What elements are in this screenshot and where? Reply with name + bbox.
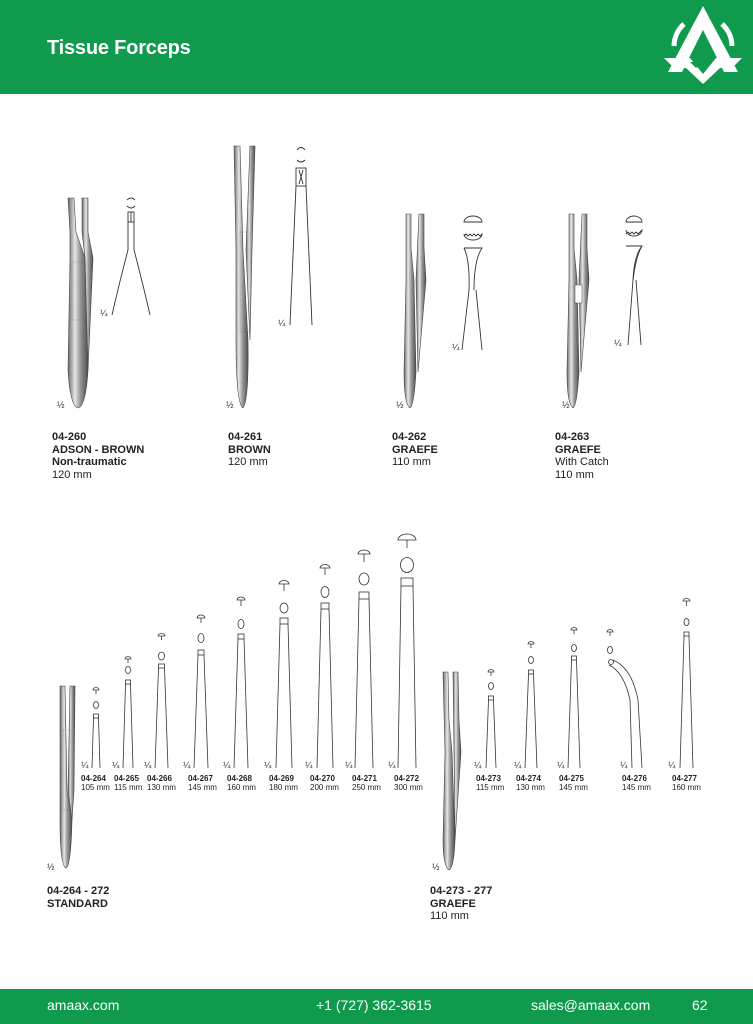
scale-quarter-04-260: ¼ xyxy=(100,308,108,318)
item-size: 130 mm xyxy=(516,783,545,792)
scale-quarter-04-262: ¼ xyxy=(452,342,460,352)
item-code: 04-272 xyxy=(394,774,419,783)
footer-email-link[interactable]: sales@amaax.com xyxy=(531,997,651,1013)
item-size: 300 mm xyxy=(394,783,423,792)
forceps-04-261-tip-drawing xyxy=(290,148,312,326)
scale-quarter-04-277: ¼ xyxy=(668,760,676,770)
item-label-04-267 xyxy=(188,774,217,792)
item-label-04-270 xyxy=(310,774,339,792)
item-size: 180 mm xyxy=(269,783,298,792)
scale-quarter-04-270: ¼ xyxy=(305,760,313,770)
scale-quarter-04-275: ¼ xyxy=(557,760,565,770)
item-size: 105 mm xyxy=(81,783,110,792)
forceps-04-262-tip-drawing xyxy=(462,216,482,350)
scale-half-04-263: ½ xyxy=(562,400,570,410)
item-label-04-264 xyxy=(81,774,110,792)
product-code: 04-261 xyxy=(228,431,263,443)
item-size: 160 mm xyxy=(227,783,256,792)
scale-quarter-04-276: ¼ xyxy=(620,760,628,770)
item-code: 04-274 xyxy=(516,774,541,783)
forceps-04-260-tip-drawing xyxy=(112,198,150,315)
scale-quarter-04-271: ¼ xyxy=(345,760,353,770)
forceps-04-261-photo xyxy=(234,146,255,408)
scale-quarter-04-274: ¼ xyxy=(514,760,522,770)
product-code: 04-263 xyxy=(555,431,590,443)
group-label-standard xyxy=(47,885,109,910)
forceps-04-264-272-photo xyxy=(60,686,75,868)
product-label-04-260 xyxy=(52,431,144,481)
scale-quarter-04-265: ¼ xyxy=(112,760,120,770)
scale-half-standard: ½ xyxy=(47,862,55,872)
item-code: 04-277 xyxy=(672,774,697,783)
scale-half-graefe: ½ xyxy=(432,862,440,872)
group-size: 110 mm xyxy=(430,910,469,922)
scale-quarter-04-273: ¼ xyxy=(474,760,482,770)
item-label-04-269 xyxy=(269,774,298,792)
product-label-04-261 xyxy=(228,431,271,469)
item-code: 04-270 xyxy=(310,774,335,783)
tip-04-267 xyxy=(194,615,208,768)
product-name: GRAEFE xyxy=(392,443,438,456)
item-size: 145 mm xyxy=(559,783,588,792)
tip-04-277 xyxy=(680,599,693,769)
scale-half-04-261: ½ xyxy=(226,400,234,410)
item-label-04-268 xyxy=(227,774,256,792)
item-label-04-271 xyxy=(352,774,381,792)
product-label-04-263 xyxy=(555,431,609,481)
item-code: 04-275 xyxy=(559,774,584,783)
item-label-04-277 xyxy=(672,774,701,792)
item-code: 04-266 xyxy=(147,774,172,783)
scale-quarter-04-263: ¼ xyxy=(614,338,622,348)
item-code: 04-269 xyxy=(269,774,294,783)
product-name: ADSON - BROWN xyxy=(52,443,145,456)
footer-website-link[interactable]: amaax.com xyxy=(47,997,120,1013)
product-code: 04-260 xyxy=(52,431,87,443)
item-code: 04-268 xyxy=(227,774,252,783)
tip-04-275 xyxy=(568,628,580,769)
item-label-04-272 xyxy=(394,774,423,792)
item-size: 250 mm xyxy=(352,783,381,792)
item-label-04-274 xyxy=(516,774,545,792)
forceps-04-273-277-photo xyxy=(443,672,461,870)
product-label-04-262 xyxy=(392,431,438,469)
item-size: 115 mm xyxy=(114,783,143,792)
item-label-04-273 xyxy=(476,774,504,792)
product-feature: Non-traumatic xyxy=(52,456,127,468)
standard-tip-drawings xyxy=(92,534,416,768)
product-name: GRAEFE xyxy=(555,443,601,456)
scale-quarter-04-264: ¼ xyxy=(81,760,89,770)
footer-phone[interactable]: +1 (727) 362-3615 xyxy=(316,997,432,1013)
page-footer xyxy=(0,989,753,1024)
product-size: 110 mm xyxy=(392,456,431,468)
forceps-04-262-photo xyxy=(404,214,426,408)
tip-04-270 xyxy=(317,565,333,769)
page-title: Tissue Forceps xyxy=(47,37,191,59)
forceps-04-260-photo xyxy=(68,198,93,408)
scale-quarter-04-261: ¼ xyxy=(278,318,286,328)
tip-04-269 xyxy=(276,581,292,769)
scale-quarter-04-268: ¼ xyxy=(223,760,231,770)
tip-04-264 xyxy=(92,688,100,769)
group-label-graefe xyxy=(430,885,492,923)
scale-quarter-04-266: ¼ xyxy=(144,760,152,770)
tip-04-276 xyxy=(607,630,642,769)
scale-quarter-04-269: ¼ xyxy=(264,760,272,770)
tip-04-274 xyxy=(525,642,537,769)
tip-04-265 xyxy=(123,657,133,769)
item-size: 115 mm xyxy=(476,783,505,792)
item-size: 200 mm xyxy=(310,783,339,792)
tip-04-266 xyxy=(155,634,168,769)
item-code: 04-271 xyxy=(352,774,377,783)
tip-04-273 xyxy=(486,670,496,768)
product-size: 120 mm xyxy=(52,468,92,481)
forceps-04-263-photo xyxy=(567,214,589,408)
item-size: 145 mm xyxy=(622,783,651,792)
scale-quarter-04-267: ¼ xyxy=(183,760,191,770)
group-name: GRAEFE xyxy=(430,897,476,910)
product-feature: With Catch xyxy=(555,456,609,468)
item-label-04-265 xyxy=(114,774,142,792)
item-label-04-276 xyxy=(622,774,651,792)
item-label-04-275 xyxy=(559,774,588,792)
forceps-04-263-tip-drawing xyxy=(626,216,642,345)
item-label-04-266 xyxy=(147,774,176,792)
item-size: 130 mm xyxy=(147,783,176,792)
scale-quarter-04-272: ¼ xyxy=(388,760,396,770)
product-size: 120 mm xyxy=(228,456,268,468)
tip-04-272 xyxy=(398,534,416,768)
item-code: 04-265 xyxy=(114,774,139,783)
scale-half-04-260: ½ xyxy=(57,400,65,410)
item-code: 04-276 xyxy=(622,774,647,783)
product-name: BROWN xyxy=(228,443,271,456)
item-code: 04-264 xyxy=(81,774,106,783)
item-size: 145 mm xyxy=(188,783,217,792)
group-code: 04-264 - 272 xyxy=(47,885,110,897)
group-name: STANDARD xyxy=(47,897,108,910)
tip-04-268 xyxy=(234,597,248,768)
group-code: 04-273 - 277 xyxy=(430,885,493,897)
tip-04-271 xyxy=(355,550,373,768)
product-code: 04-262 xyxy=(392,431,427,443)
item-size: 160 mm xyxy=(672,783,701,792)
product-size: 110 mm xyxy=(555,468,594,481)
graefe-tip-drawings xyxy=(486,599,693,769)
scale-half-04-262: ½ xyxy=(396,400,404,410)
item-code: 04-267 xyxy=(188,774,213,783)
page-number: 62 xyxy=(692,997,708,1013)
item-code: 04-273 xyxy=(476,774,501,783)
